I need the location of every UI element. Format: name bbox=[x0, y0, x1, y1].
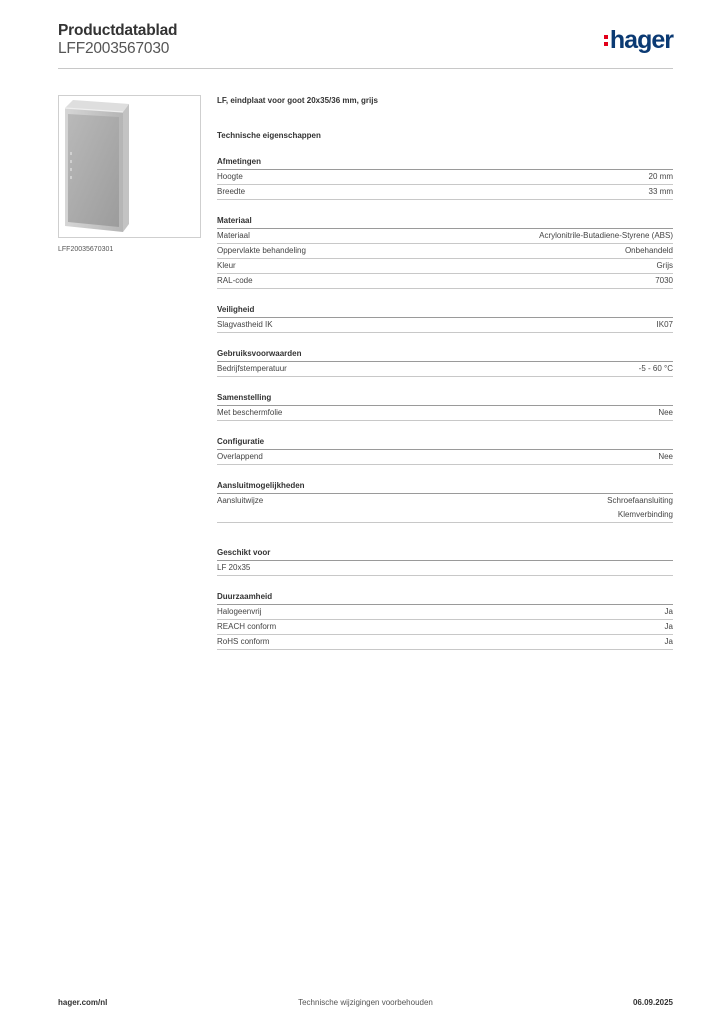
section-veiligheid bbox=[217, 304, 673, 333]
spec-value: 33 mm bbox=[648, 187, 673, 196]
spec-label: Materiaal bbox=[217, 231, 250, 240]
footer-date: 06.09.2025 bbox=[632, 998, 673, 1007]
section-title: Veiligheid bbox=[217, 304, 673, 318]
spec-label: LF 20x35 bbox=[217, 563, 251, 572]
section-duurzaamheid bbox=[217, 591, 673, 650]
spec-label: Overlappend bbox=[217, 452, 263, 461]
spec-value: Ja bbox=[664, 607, 673, 616]
product-endplate-icon bbox=[59, 96, 200, 237]
spec-value-line: Klemverbinding bbox=[617, 510, 673, 519]
section-configuratie bbox=[217, 436, 673, 465]
spec-row bbox=[217, 259, 673, 274]
header-divider bbox=[58, 68, 673, 69]
spec-value: Grijs bbox=[656, 261, 673, 270]
spec-row bbox=[217, 185, 673, 200]
spec-label: Met beschermfolie bbox=[217, 408, 283, 417]
spec-value: 7030 bbox=[655, 276, 673, 285]
section-gebruiksvoorwaarden bbox=[217, 348, 673, 377]
spec-row bbox=[217, 494, 673, 523]
spec-value: Ja bbox=[664, 637, 673, 646]
tech-properties-title: Technische eigenschappen bbox=[217, 131, 321, 140]
section-title: Duurzaamheid bbox=[217, 591, 673, 605]
spec-label: REACH conform bbox=[217, 622, 277, 631]
spec-value: IK07 bbox=[656, 320, 673, 329]
spec-value: Onbehandeld bbox=[624, 246, 673, 255]
spec-row bbox=[217, 605, 673, 620]
spec-row bbox=[217, 450, 673, 465]
spec-value: -5 - 60 °C bbox=[638, 364, 673, 373]
spec-label: Halogeenvrij bbox=[217, 607, 262, 616]
hager-logo bbox=[604, 26, 673, 55]
section-geschikt-voor bbox=[217, 547, 673, 576]
spec-row bbox=[217, 561, 673, 576]
document-title: Productdatablad bbox=[58, 22, 178, 39]
spec-row bbox=[217, 635, 673, 650]
product-description: LF, eindplaat voor goot 20x35/36 mm, grijs bbox=[217, 96, 378, 105]
section-aansluitmogelijkheden bbox=[217, 480, 673, 523]
spec-label: Aansluitwijze bbox=[217, 496, 264, 505]
spec-value: Nee bbox=[658, 408, 673, 417]
product-image bbox=[58, 95, 201, 238]
spec-label: Slagvastheid IK bbox=[217, 320, 273, 329]
spec-value-line: Schroefaansluiting bbox=[607, 496, 673, 505]
spec-row bbox=[217, 229, 673, 244]
spec-row bbox=[217, 362, 673, 377]
section-title: Configuratie bbox=[217, 436, 673, 450]
section-title: Samenstelling bbox=[217, 392, 673, 406]
spec-row bbox=[217, 318, 673, 333]
spec-row bbox=[217, 620, 673, 635]
spec-row bbox=[217, 244, 673, 259]
footer-website-link[interactable]: hager.com/nl bbox=[58, 998, 108, 1007]
footer-notice: Technische wijzigingen voorbehouden bbox=[298, 998, 433, 1007]
spec-label: RAL-code bbox=[217, 276, 253, 285]
section-title: Materiaal bbox=[217, 215, 673, 229]
section-title: Afmetingen bbox=[217, 156, 673, 170]
spec-label: Hoogte bbox=[217, 172, 243, 181]
image-caption: LFF20035670301 bbox=[58, 246, 114, 253]
spec-row bbox=[217, 274, 673, 289]
logo-colon-icon bbox=[604, 35, 608, 46]
spec-label: Bedrijfstemperatuur bbox=[217, 364, 287, 373]
section-samenstelling bbox=[217, 392, 673, 421]
page-header bbox=[58, 22, 673, 70]
product-code: LFF2003567030 bbox=[58, 40, 170, 57]
spec-value bbox=[607, 494, 673, 522]
logo-text: hager bbox=[609, 26, 673, 54]
spec-value: 20 mm bbox=[648, 172, 673, 181]
spec-value: Acrylonitrile-Butadiene-Styrene (ABS) bbox=[539, 231, 673, 240]
spec-label: Breedte bbox=[217, 187, 246, 196]
section-afmetingen bbox=[217, 156, 673, 200]
spec-row bbox=[217, 170, 673, 185]
spec-content bbox=[217, 95, 673, 650]
spec-label: Kleur bbox=[217, 261, 236, 270]
spec-value: Ja bbox=[664, 622, 673, 631]
section-title: Geschikt voor bbox=[217, 547, 673, 561]
spec-label: RoHS conform bbox=[217, 637, 270, 646]
section-title: Gebruiksvoorwaarden bbox=[217, 348, 673, 362]
spec-row bbox=[217, 406, 673, 421]
section-title: Aansluitmogelijkheden bbox=[217, 480, 673, 494]
spec-label: Oppervlakte behandeling bbox=[217, 246, 306, 255]
section-materiaal bbox=[217, 215, 673, 289]
spec-value: Nee bbox=[658, 452, 673, 461]
